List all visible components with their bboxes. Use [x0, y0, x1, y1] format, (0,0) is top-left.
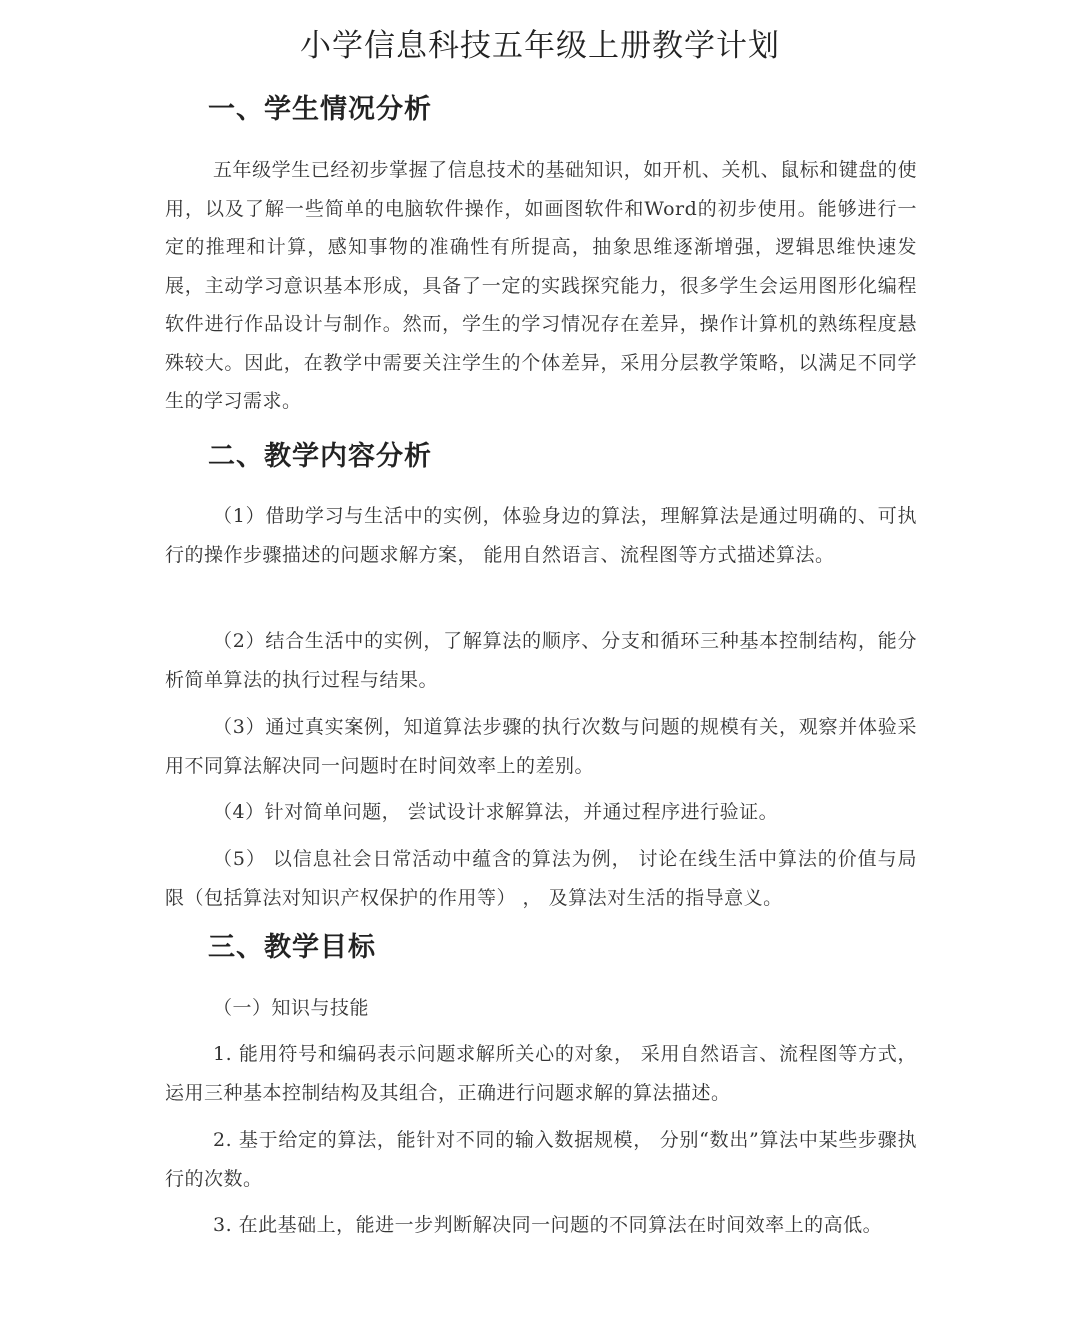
- section-heading-teaching-goals: 三、教学目标: [208, 932, 376, 963]
- document-title: 小学信息科技五年级上册教学计划: [300, 28, 780, 64]
- goal-item-3: 3. 在此基础上，能进一步判断解决同一问题的不同算法在时间效率上的高低。: [213, 1214, 883, 1236]
- content-analysis-item-1: （1）借助学习与生活中的实例，体验身边的算法，理解算法是通过明确的、可执行的操作步骤描述的问题求解方案， 能用自然语言、流程图等方式描述算法。: [165, 505, 917, 566]
- section-heading-student-analysis: 一、学生情况分析: [208, 94, 432, 125]
- content-analysis-item-4: （4）针对简单问题， 尝试设计求解算法，并通过程序进行验证。: [213, 801, 779, 823]
- goal-item-1: 1. 能用符号和编码表示问题求解所关心的对象， 采用自然语言、流程图等方式，运用三种基本控制结构及其组合，正确进行问题求解的算法描述。: [165, 1043, 917, 1104]
- subheading-knowledge-skills: （一）知识与技能: [213, 997, 370, 1019]
- content-analysis-item-5: （5） 以信息社会日常活动中蕴含的算法为例， 讨论在线生活中算法的价值与局限（包括算法对知识产权保护的作用等） ， 及算法对生活的指导意义。: [165, 848, 917, 909]
- content-analysis-item-3: （3）通过真实案例，知道算法步骤的执行次数与问题的规模有关，观察并体验采用不同算法解决同一问题时在时间效率上的差别。: [165, 716, 917, 777]
- content-analysis-item-2: （2）结合生活中的实例，了解算法的顺序、分支和循环三种基本控制结构，能分析简单算法的执行过程与结果。: [165, 630, 917, 691]
- student-analysis-paragraph: 五年级学生已经初步掌握了信息技术的基础知识，如开机、关机、鼠标和键盘的使用，以及了解一些简单的电脑软件操作，如画图软件和Word的初步使用。能够进行一定的推理和计算，感知事物的准确性有所提高，抽象思维逐渐增强，逻辑思维快速发展，主动学习意识基本形成，具备了一定的实践探究能力，很多学生会运用图形化编程软件进行作品设计与制作。然而，学生的学习情况存在差异，操作计算机的熟练程度悬殊较大。因此，在教学中需要关注学生的个体差异，采用分层教学策略，以满足不同学生的学习需求。: [165, 159, 917, 412]
- goal-item-2: 2. 基于给定的算法，能针对不同的输入数据规模， 分别“数出”算法中某些步骤执行的次数。: [165, 1129, 917, 1190]
- section-heading-content-analysis: 二、教学内容分析: [208, 441, 432, 472]
